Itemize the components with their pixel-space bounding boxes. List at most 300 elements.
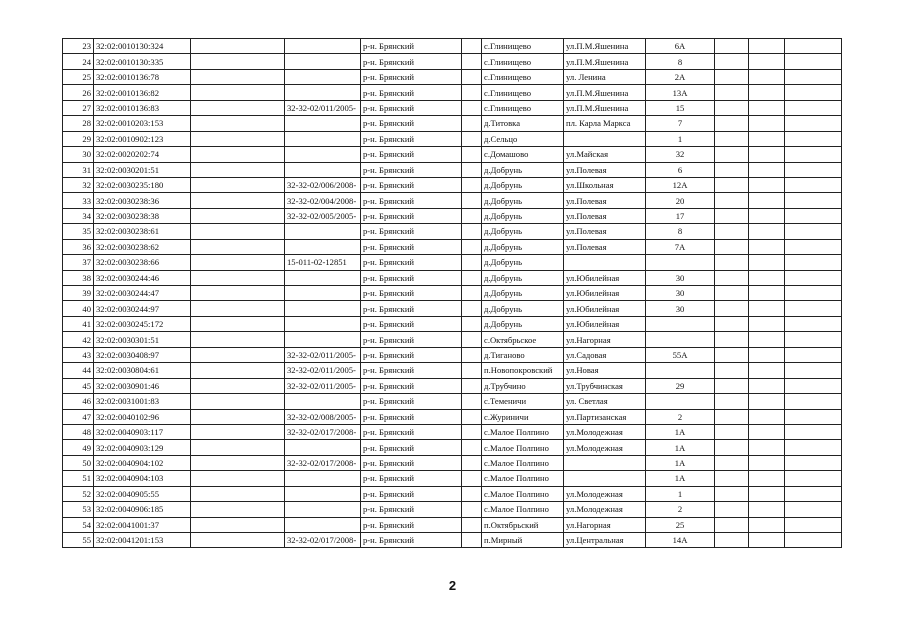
empty-cell [749,332,785,347]
house-number: 20 [646,193,715,208]
settlement: д.Добрунь [482,208,564,223]
table-row [63,424,842,439]
cadastral-number: 32:02:0030804:61 [94,363,191,378]
empty-cell [191,177,285,192]
registration-number [285,54,361,69]
empty-cell [462,177,482,192]
row-number: 27 [63,100,94,115]
empty-cell [785,162,842,177]
empty-cell [749,162,785,177]
settlement: д.Добрунь [482,162,564,177]
empty-cell [715,316,749,331]
registration-number [285,440,361,455]
cadastral-number: 32:02:0030301:51 [94,332,191,347]
table-row [63,286,842,301]
empty-cell [462,486,482,501]
empty-cell [749,147,785,162]
street: ул.Партизанская [564,409,646,424]
empty-cell [749,394,785,409]
empty-cell [191,486,285,501]
empty-cell [462,332,482,347]
empty-cell [749,363,785,378]
settlement: д.Добрунь [482,301,564,316]
empty-cell [462,193,482,208]
registration-number [285,116,361,131]
district: р-н. Брянский [361,224,462,239]
empty-cell [785,286,842,301]
cadastral-number: 32:02:0010136:78 [94,69,191,84]
registration-number: 32-32-02/005/2005- [285,208,361,223]
empty-cell [191,85,285,100]
empty-cell [749,301,785,316]
empty-cell [191,131,285,146]
empty-cell [462,116,482,131]
empty-cell [785,208,842,223]
empty-cell [785,116,842,131]
registration-number [285,316,361,331]
house-number: 2 [646,502,715,517]
table-row [63,455,842,470]
empty-cell [191,533,285,548]
settlement: д.Добрунь [482,286,564,301]
street: ул. Ленина [564,69,646,84]
row-number: 41 [63,316,94,331]
street: ул.Юбилейная [564,270,646,285]
house-number [646,363,715,378]
empty-cell [462,363,482,378]
district: р-н. Брянский [361,486,462,501]
empty-cell [785,193,842,208]
district: р-н. Брянский [361,533,462,548]
table-row [63,239,842,254]
table-row [63,147,842,162]
district: р-н. Брянский [361,517,462,532]
empty-cell [715,85,749,100]
registration-number: 15-011-02-12851 [285,255,361,270]
house-number [646,316,715,331]
table-row [63,347,842,362]
row-number: 45 [63,378,94,393]
empty-cell [749,69,785,84]
settlement: п.Новопокровский [482,363,564,378]
registration-number: 32-32-02/004/2008- [285,193,361,208]
street: ул.Юбилейная [564,286,646,301]
empty-cell [785,239,842,254]
registration-number [285,394,361,409]
register-table-body [63,39,842,548]
empty-cell [191,455,285,470]
cadastral-number: 32:02:0030201:51 [94,162,191,177]
house-number: 6 [646,162,715,177]
empty-cell [715,502,749,517]
empty-cell [749,131,785,146]
empty-cell [785,533,842,548]
empty-cell [715,116,749,131]
table-row [63,270,842,285]
settlement: с.Малое Полпино [482,486,564,501]
empty-cell [715,208,749,223]
row-number: 32 [63,177,94,192]
district: р-н. Брянский [361,270,462,285]
table-row [63,332,842,347]
house-number: 1А [646,440,715,455]
empty-cell [462,208,482,223]
house-number: 1 [646,486,715,501]
registration-number [285,147,361,162]
registration-number [285,162,361,177]
empty-cell [191,116,285,131]
empty-cell [462,54,482,69]
row-number: 39 [63,286,94,301]
cadastral-number: 32:02:0040903:129 [94,440,191,455]
house-number: 7 [646,116,715,131]
table-row [63,316,842,331]
table-row [63,301,842,316]
district: р-н. Брянский [361,85,462,100]
empty-cell [715,301,749,316]
empty-cell [785,517,842,532]
cadastral-number: 32:02:0030245:172 [94,316,191,331]
table-row [63,394,842,409]
settlement: с.Малое Полпино [482,455,564,470]
empty-cell [785,54,842,69]
table-row [63,533,842,548]
empty-cell [749,193,785,208]
empty-cell [462,255,482,270]
street [564,255,646,270]
house-number: 1А [646,471,715,486]
empty-cell [785,502,842,517]
settlement: с.Теменичи [482,394,564,409]
row-number: 53 [63,502,94,517]
empty-cell [462,286,482,301]
settlement: п.Октябрьский [482,517,564,532]
house-number: 1 [646,131,715,146]
cadastral-number: 32:02:0030244:47 [94,286,191,301]
empty-cell [715,347,749,362]
table-row [63,177,842,192]
street [564,471,646,486]
empty-cell [749,177,785,192]
registration-number [285,224,361,239]
empty-cell [191,147,285,162]
cadastral-number: 32:02:0010136:83 [94,100,191,115]
street: ул.Нагорная [564,517,646,532]
empty-cell [715,69,749,84]
empty-cell [191,239,285,254]
empty-cell [749,255,785,270]
street: ул.Садовая [564,347,646,362]
cadastral-number: 32:02:0020202:74 [94,147,191,162]
registration-number [285,85,361,100]
district: р-н. Брянский [361,363,462,378]
empty-cell [462,378,482,393]
district: р-н. Брянский [361,316,462,331]
empty-cell [191,255,285,270]
row-number: 46 [63,394,94,409]
table-row [63,224,842,239]
district: р-н. Брянский [361,455,462,470]
row-number: 33 [63,193,94,208]
cadastral-number: 32:02:0010136:82 [94,85,191,100]
table-row [63,409,842,424]
empty-cell [191,347,285,362]
house-number [646,394,715,409]
street [564,455,646,470]
empty-cell [749,208,785,223]
settlement: д.Добрунь [482,316,564,331]
street: пл. Карла Маркса [564,116,646,131]
settlement: д.Трубчино [482,378,564,393]
empty-cell [749,471,785,486]
row-number: 31 [63,162,94,177]
cadastral-number: 32:02:0030244:46 [94,270,191,285]
empty-cell [191,100,285,115]
empty-cell [715,486,749,501]
row-number: 30 [63,147,94,162]
cadastral-number: 32:02:0030238:62 [94,239,191,254]
empty-cell [191,224,285,239]
empty-cell [715,378,749,393]
empty-cell [715,440,749,455]
empty-cell [191,54,285,69]
table-row [63,85,842,100]
empty-cell [785,409,842,424]
empty-cell [785,69,842,84]
empty-cell [191,316,285,331]
empty-cell [715,100,749,115]
district: р-н. Брянский [361,301,462,316]
empty-cell [191,378,285,393]
table-row [63,39,842,54]
empty-cell [462,69,482,84]
empty-cell [749,424,785,439]
empty-cell [462,455,482,470]
table-row [63,69,842,84]
row-number: 34 [63,208,94,223]
house-number: 2А [646,69,715,84]
empty-cell [462,131,482,146]
row-number: 48 [63,424,94,439]
empty-cell [191,502,285,517]
empty-cell [715,332,749,347]
empty-cell [191,517,285,532]
empty-cell [715,455,749,470]
empty-cell [191,363,285,378]
settlement: д.Тиганово [482,347,564,362]
street: ул.Полевая [564,208,646,223]
empty-cell [715,162,749,177]
row-number: 23 [63,39,94,54]
empty-cell [785,85,842,100]
district: р-н. Брянский [361,177,462,192]
empty-cell [191,301,285,316]
empty-cell [715,424,749,439]
row-number: 35 [63,224,94,239]
empty-cell [715,286,749,301]
street: ул.Полевая [564,162,646,177]
street: ул.Молодежная [564,440,646,455]
table-row [63,363,842,378]
street: ул.Трубчинская [564,378,646,393]
street: ул.Полевая [564,193,646,208]
empty-cell [715,517,749,532]
cadastral-number: 32:02:0030901:46 [94,378,191,393]
empty-cell [749,100,785,115]
empty-cell [785,131,842,146]
registration-number [285,486,361,501]
district: р-н. Брянский [361,409,462,424]
empty-cell [462,517,482,532]
empty-cell [785,347,842,362]
empty-cell [191,69,285,84]
empty-cell [191,394,285,409]
empty-cell [749,54,785,69]
empty-cell [785,455,842,470]
cadastral-number: 32:02:0030238:61 [94,224,191,239]
table-row [63,486,842,501]
row-number: 49 [63,440,94,455]
house-number: 25 [646,517,715,532]
street: ул.Центральная [564,533,646,548]
house-number: 13А [646,85,715,100]
empty-cell [191,208,285,223]
cadastral-number: 32:02:0030408:97 [94,347,191,362]
house-number: 30 [646,270,715,285]
table-row [63,162,842,177]
empty-cell [462,147,482,162]
table-row [63,255,842,270]
cadastral-number: 32:02:0040102:96 [94,409,191,424]
row-number: 37 [63,255,94,270]
settlement: с.Глинищево [482,100,564,115]
empty-cell [191,193,285,208]
empty-cell [749,316,785,331]
row-number: 55 [63,533,94,548]
settlement: д.Добрунь [482,177,564,192]
empty-cell [785,378,842,393]
row-number: 42 [63,332,94,347]
house-number: 2 [646,409,715,424]
cadastral-number: 32:02:0041001:37 [94,517,191,532]
row-number: 29 [63,131,94,146]
registration-number: 32-32-02/006/2008- [285,177,361,192]
settlement: с.Домашово [482,147,564,162]
settlement: д.Добрунь [482,255,564,270]
empty-cell [715,363,749,378]
cadastral-number: 32:02:0040904:103 [94,471,191,486]
empty-cell [785,332,842,347]
empty-cell [715,131,749,146]
street: ул.П.М.Яшенина [564,85,646,100]
empty-cell [749,116,785,131]
empty-cell [785,39,842,54]
empty-cell [785,177,842,192]
district: р-н. Брянский [361,54,462,69]
settlement: с.Глинищево [482,69,564,84]
empty-cell [785,424,842,439]
empty-cell [749,378,785,393]
district: р-н. Брянский [361,394,462,409]
registration-number [285,301,361,316]
empty-cell [462,224,482,239]
cadastral-number: 32:02:0030238:36 [94,193,191,208]
district: р-н. Брянский [361,440,462,455]
table-row [63,100,842,115]
settlement: д.Добрунь [482,270,564,285]
empty-cell [785,224,842,239]
empty-cell [715,177,749,192]
empty-cell [715,224,749,239]
empty-cell [749,502,785,517]
settlement: д.Сельцо [482,131,564,146]
row-number: 25 [63,69,94,84]
house-number: 8 [646,224,715,239]
empty-cell [785,301,842,316]
empty-cell [749,39,785,54]
street: ул.Молодежная [564,502,646,517]
street: ул.П.М.Яшенина [564,100,646,115]
street: ул.Полевая [564,224,646,239]
empty-cell [715,193,749,208]
house-number: 17 [646,208,715,223]
empty-cell [749,486,785,501]
district: р-н. Брянский [361,332,462,347]
row-number: 44 [63,363,94,378]
registration-number [285,286,361,301]
empty-cell [462,85,482,100]
settlement: п.Мирный [482,533,564,548]
house-number: 32 [646,147,715,162]
settlement: д.Добрунь [482,193,564,208]
registration-number [285,332,361,347]
cadastral-number: 32:02:0041201:153 [94,533,191,548]
registration-number: 32-32-02/008/2005- [285,409,361,424]
row-number: 38 [63,270,94,285]
registration-number [285,517,361,532]
house-number: 30 [646,286,715,301]
registration-number [285,131,361,146]
empty-cell [462,100,482,115]
empty-cell [462,440,482,455]
house-number: 1А [646,424,715,439]
registration-number: 32-32-02/011/2005- [285,378,361,393]
district: р-н. Брянский [361,193,462,208]
empty-cell [462,502,482,517]
street: ул.П.М.Яшенина [564,39,646,54]
empty-cell [715,39,749,54]
registration-number [285,239,361,254]
empty-cell [462,162,482,177]
street: ул.Майская [564,147,646,162]
empty-cell [191,286,285,301]
street: ул.Юбилейная [564,301,646,316]
empty-cell [785,486,842,501]
empty-cell [191,162,285,177]
district: р-н. Брянский [361,147,462,162]
house-number: 6А [646,39,715,54]
empty-cell [785,100,842,115]
row-number: 40 [63,301,94,316]
registration-number: 32-32-02/011/2005- [285,347,361,362]
street: ул.Нагорная [564,332,646,347]
empty-cell [462,394,482,409]
empty-cell [785,363,842,378]
table-row [63,54,842,69]
district: р-н. Брянский [361,239,462,254]
cadastral-number: 32:02:0030238:66 [94,255,191,270]
district: р-н. Брянский [361,347,462,362]
